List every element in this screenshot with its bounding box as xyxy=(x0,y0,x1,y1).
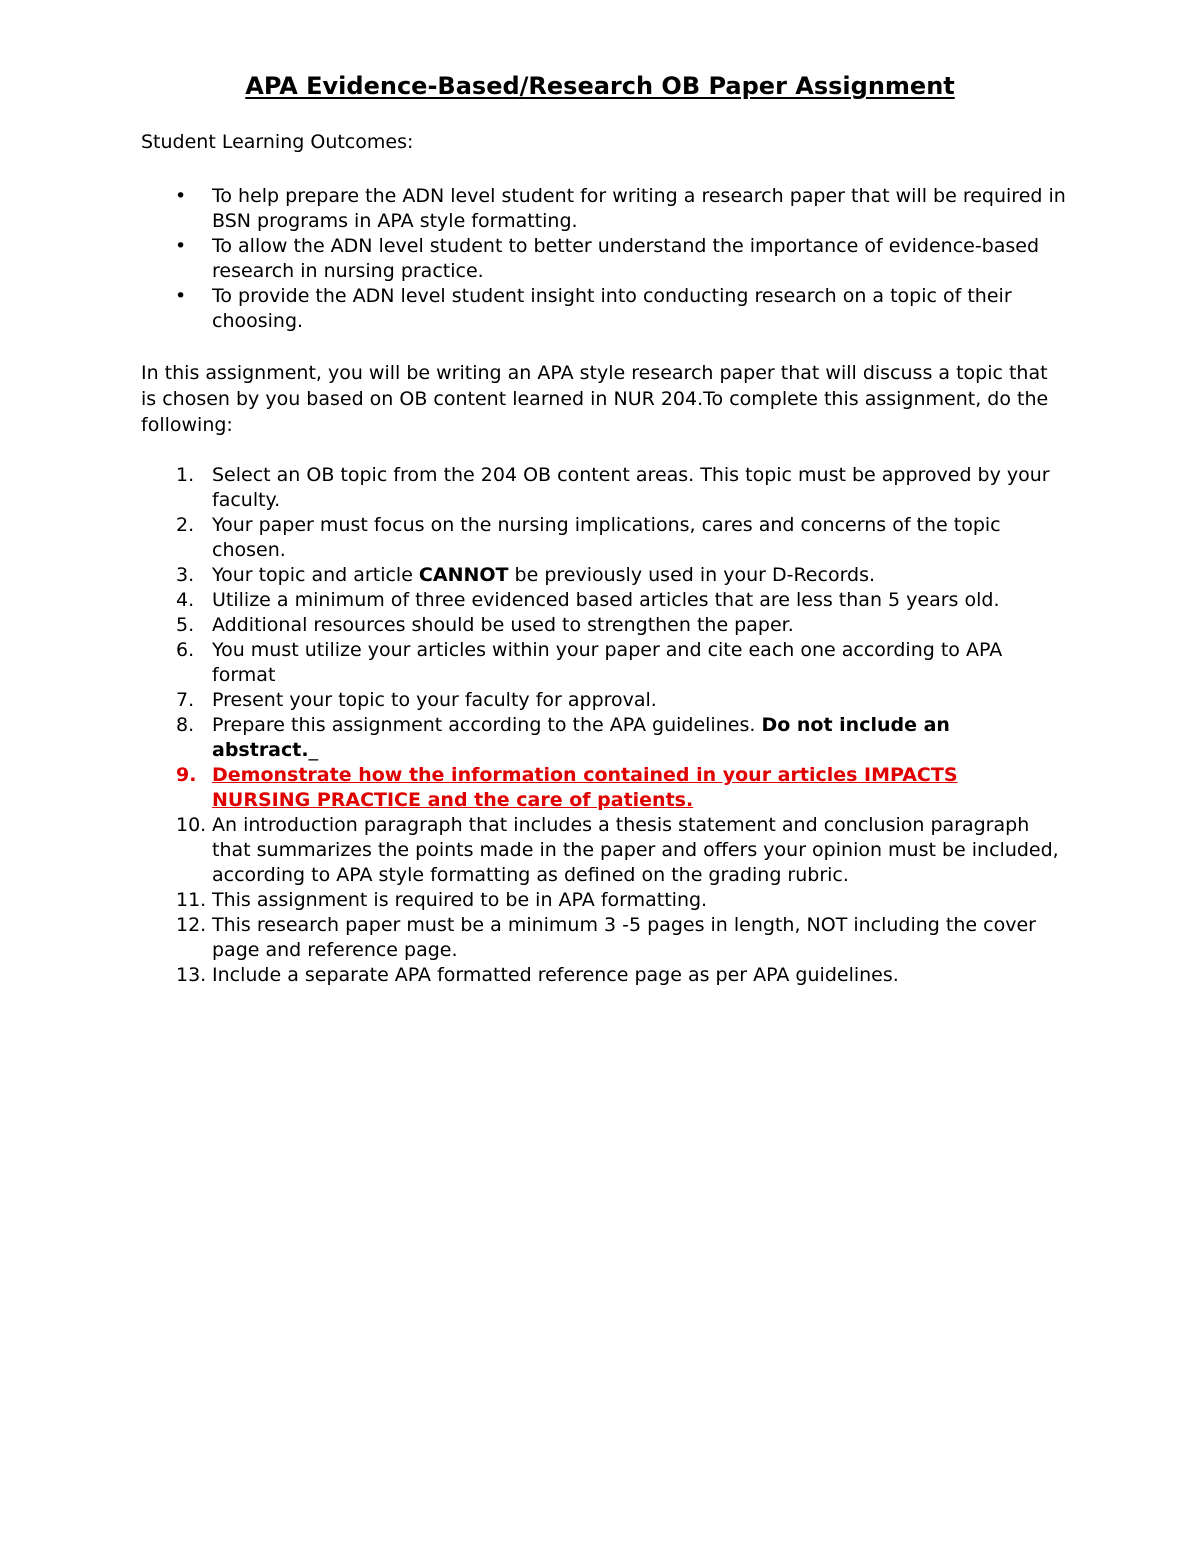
list-item: • To allow the ADN level student to better understand the importance of evidence-based research in nursing practice. xyxy=(175,235,1040,282)
page-title: APA Evidence-Based/Research OB Paper Assignment xyxy=(245,72,955,100)
item-number: 8. xyxy=(176,714,195,736)
item-number: 9. xyxy=(176,764,197,786)
emphasis-text: CANNOT xyxy=(418,564,509,586)
list-item: 1. Select an OB topic from the 204 OB content areas. This topic must be approved by your faculty. xyxy=(176,464,1050,511)
list-item: 5. Additional resources should be used to strengthen the paper. xyxy=(176,614,794,636)
list-item: 10. An introduction paragraph that includes a thesis statement and conclusion paragraph that summarizes the points made in the paper and offers your opinion must be included, according to APA style formatting as defined on the grading rubric. xyxy=(176,814,1059,886)
list-item: 11. This assignment is required to be in APA formatting. xyxy=(176,889,708,911)
steps-list xyxy=(141,463,1061,988)
list-item: • To help prepare the ADN level student for writing a research paper that will be required in BSN programs in APA style formatting. xyxy=(175,185,1066,232)
item-number: 6. xyxy=(176,639,195,661)
list-item: 2. Your paper must focus on the nursing implications, cares and concerns of the topic chosen. xyxy=(176,514,1001,561)
list-item: 8. Prepare this assignment according to the APA guidelines. Do not include an abstract._ xyxy=(176,714,950,761)
bullet-icon: • xyxy=(175,185,187,207)
bullet-icon: • xyxy=(175,285,187,307)
list-item: • To provide the ADN level student insight into conducting research on a topic of their choosing. xyxy=(175,285,1012,332)
list-item: 12. This research paper must be a minimum 3 -5 pages in length, NOT including the cover page and reference page. xyxy=(176,914,1036,961)
emphasis-text: Do not include an abstract. xyxy=(212,714,950,761)
list-item: 7. Present your topic to your faculty for approval. xyxy=(176,689,657,711)
item-number: 10. xyxy=(176,814,207,836)
intro-paragraph: In this assignment, you will be writing an APA style research paper that will discuss a topic that is chosen by you based on OB content learned in NUR 204.To complete this assignment, do the following: xyxy=(141,362,1049,436)
item-number: 13. xyxy=(176,964,207,986)
item-number: 12. xyxy=(176,914,207,936)
item-number: 7. xyxy=(176,689,195,711)
list-item: 13. Include a separate APA formatted reference page as per APA guidelines. xyxy=(176,964,899,986)
highlighted-list-item: 9. Demonstrate how the information contained in your articles IMPACTS NURSING PRACTICE and the care of patients. xyxy=(176,764,958,811)
item-number: 11. xyxy=(176,889,207,911)
item-number: 3. xyxy=(176,564,195,586)
list-item: 4. Utilize a minimum of three evidenced based articles that are less than 5 years old. xyxy=(176,589,1000,611)
item-number: 5. xyxy=(176,614,195,636)
item-number: 2. xyxy=(176,514,195,536)
list-item: 6. You must utilize your articles within your paper and cite each one according to APA format xyxy=(176,639,1003,686)
outcomes-label: Student Learning Outcomes: xyxy=(141,131,414,153)
item-number: 4. xyxy=(176,589,195,611)
list-item: 3. Your topic and article CANNOT be previously used in your D-Records. xyxy=(176,564,876,586)
bullet-icon: • xyxy=(175,235,187,257)
outcomes-list xyxy=(141,184,1081,334)
item-number: 1. xyxy=(176,464,195,486)
